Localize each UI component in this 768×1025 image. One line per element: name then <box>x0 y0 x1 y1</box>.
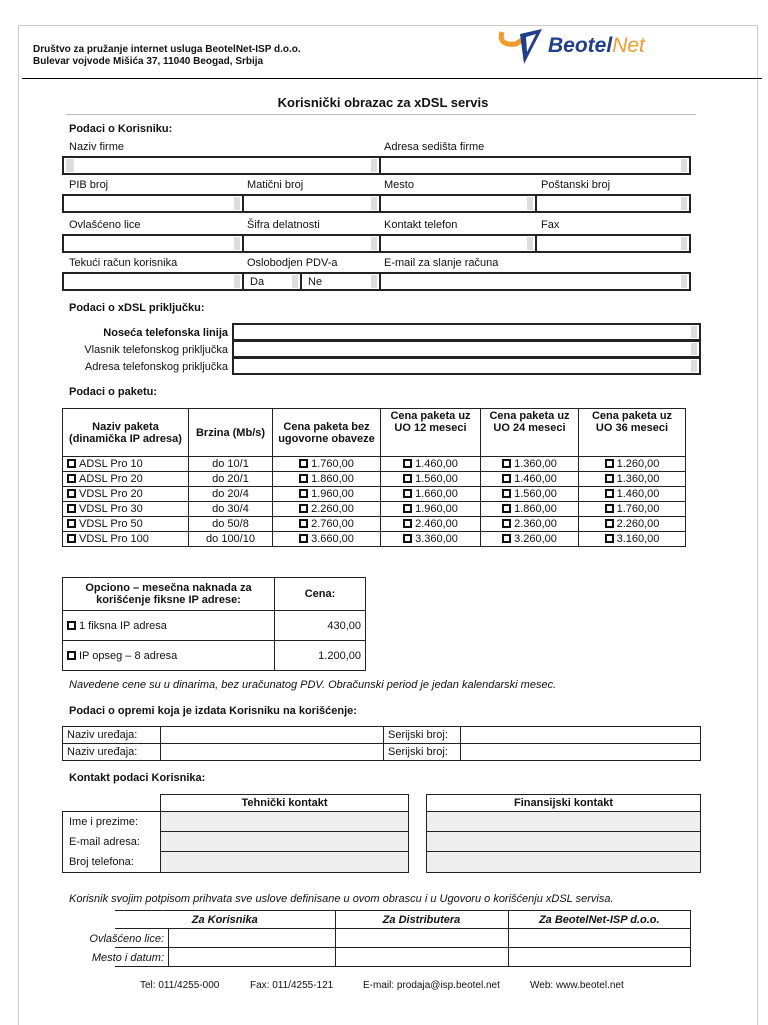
checkbox[interactable] <box>502 489 511 498</box>
naziv-uredjaja-field[interactable] <box>161 744 384 761</box>
checkbox[interactable] <box>605 474 614 483</box>
finansijski-ime-field[interactable] <box>427 812 701 832</box>
paket-cell: 2.260,00 <box>616 518 660 530</box>
checkbox[interactable] <box>605 504 614 513</box>
footer-email: E-mail: prodaja@isp.beotel.net <box>363 980 500 991</box>
pdv-ne-option[interactable]: Ne <box>300 272 381 291</box>
checkbox[interactable] <box>403 459 412 468</box>
checkbox[interactable] <box>67 504 76 513</box>
paket-row <box>63 517 686 532</box>
paket-cell: do 20/1 <box>212 473 249 485</box>
signature-note: Korisnik svojim potpisom prihvata sve uslove definisane u ovom obrascu i u Ugovoru o korišćenju xDSL servisa. <box>69 893 614 905</box>
checkbox[interactable] <box>502 474 511 483</box>
paket-cell: 1.860,00 <box>514 503 557 515</box>
paket-cell: VDSL Pro 20 <box>79 488 143 500</box>
checkbox[interactable] <box>67 534 76 543</box>
label-naziv-firme: Naziv firme <box>69 141 125 153</box>
paket-cell: 2.260,00 <box>311 503 354 515</box>
header-divider <box>22 78 762 79</box>
logo-swoosh-icon <box>498 26 548 66</box>
label-kontakt: Kontakt telefon <box>384 219 458 231</box>
naziv-firme-field[interactable] <box>62 156 381 175</box>
company-info: Društvo za pružanje internet usluga BeotelNet-ISP d.o.o. Bulevar vojvode Mišića 37, 11040 Beogad, Srbija <box>33 44 301 67</box>
footer-tel: Tel: 011/4255-000 <box>140 980 220 991</box>
korisnik-signature-field[interactable] <box>168 928 336 966</box>
opcija-table: Opciono – mesečna naknada za korišćenje fiksne IP adrese: Cena: 1 fiksna IP adresa 430,00 IP opseg – 8 adresa 1.200,00 <box>62 577 366 671</box>
tekuci-field[interactable] <box>62 272 244 291</box>
section-korisnik: Podaci o Korisniku: <box>69 123 173 135</box>
title-underline <box>66 114 696 115</box>
paket-cell: 1.560,00 <box>514 488 557 500</box>
checkbox[interactable] <box>67 621 76 630</box>
paket-cell: 2.760,00 <box>311 518 354 530</box>
price-note: Navedene cene su u dinarima, bez uračunatog PDV. Obračunski period je jedan kalendarski mesec. <box>69 679 557 691</box>
paket-cell: 1.360,00 <box>514 458 557 470</box>
paket-cell: 1.960,00 <box>311 488 354 500</box>
tehnicki-table: Tehnički kontakt <box>160 794 409 873</box>
date-field[interactable] <box>508 948 691 967</box>
label-fax: Fax <box>541 219 560 231</box>
beotelnet-logo: Beotel Net <box>498 26 645 66</box>
paket-cell: 3.260,00 <box>514 533 557 545</box>
pib-field[interactable] <box>62 194 244 213</box>
paket-cell: ADSL Pro 10 <box>79 458 143 470</box>
checkbox[interactable] <box>299 474 308 483</box>
paket-cell: do 100/10 <box>206 533 255 545</box>
section-xdsl: Podaci o xDSL priključku: <box>69 302 205 314</box>
label-ovlasceno: Ovlašćeno lice <box>69 219 141 231</box>
checkbox[interactable] <box>67 489 76 498</box>
section-kontakt: Kontakt podaci Korisnika: <box>69 772 206 784</box>
label-maticni: Matični broj <box>247 179 304 191</box>
checkbox[interactable] <box>605 459 614 468</box>
paket-cell: do 30/4 <box>212 503 249 515</box>
label-mesto: Mesto <box>384 179 414 191</box>
checkbox[interactable] <box>299 489 308 498</box>
paket-cell: 1.560,00 <box>415 473 458 485</box>
checkbox[interactable] <box>605 519 614 528</box>
serijski-field[interactable] <box>461 744 701 761</box>
checkbox[interactable] <box>502 504 511 513</box>
label-vlasnik: Vlasnik telefonskog priključka <box>84 344 228 356</box>
paket-cell: 1.860,00 <box>311 473 354 485</box>
checkbox[interactable] <box>299 519 308 528</box>
paket-cell: 1.760,00 <box>311 458 354 470</box>
paket-cell: 3.160,00 <box>616 533 660 545</box>
oprema-table: Naziv uređaja: Serijski broj: Naziv uređaja: Serijski broj: <box>62 726 701 761</box>
paket-cell: 1.360,00 <box>616 473 660 485</box>
label-pib: PIB broj <box>69 179 109 191</box>
checkbox[interactable] <box>403 534 412 543</box>
form-title: Korisnički obrazac za xDSL servis <box>277 95 489 110</box>
paket-row <box>63 457 686 472</box>
paket-cell: 1.660,00 <box>415 488 458 500</box>
paket-table: Naziv paketa (dinamička IP adresa) Brzina (Mb/s) Cena paketa bez ugovorne obaveze Cena paketa uz UO 12 meseci Cena paketa uz UO 24 meseci Cena paketa uz UO 36 meseci ADSL Pro 10 do 10/1 1.760,00 1.460,00 1.360,00 1.260,00 ADSL Pro 20 do 20/1 1.860,00 1.560,00 1.460,00 1.360,00 VDSL Pro 20 do 20/4 1.960,00 1.660,00 1.560,00 1.460,00 VDSL Pro 30 do 30/4 2.260,00 1.960,00 1.860,00 1.760,00 VDSL Pro 50 do 50/8 2.760,00 2.460,00 2.360,00 2.260,00 VDSL Pro 100 do 100/10 3.660,00 3.360,00 3.260,00 3.160,00 <box>62 408 686 547</box>
checkbox[interactable] <box>67 459 76 468</box>
checkbox[interactable] <box>299 534 308 543</box>
postanski-field[interactable] <box>535 194 691 213</box>
paket-row <box>63 487 686 502</box>
ovlasceno-field[interactable] <box>62 234 244 253</box>
serijski-field[interactable] <box>461 727 701 744</box>
adresa-field[interactable] <box>379 156 691 175</box>
label-adresa-prikljucka: Adresa telefonskog priključka <box>84 361 228 373</box>
signature-field[interactable] <box>335 929 508 948</box>
finansijski-table: Finansijski kontakt <box>426 794 701 873</box>
finansijski-telefon-field[interactable] <box>427 852 701 873</box>
checkbox[interactable] <box>403 474 412 483</box>
label-adresa: Adresa sedišta firme <box>384 141 485 153</box>
label-postanski: Poštanski broj <box>541 179 611 191</box>
paket-cell: 2.460,00 <box>415 518 458 530</box>
paket-cell: do 20/4 <box>212 488 249 500</box>
label-sifra: Šifra delatnosti <box>247 219 320 231</box>
mesto-field[interactable] <box>379 194 537 213</box>
checkbox[interactable] <box>605 489 614 498</box>
paket-cell: 2.360,00 <box>514 518 557 530</box>
opcija-row[interactable]: 1 fiksna IP adresa 430,00 <box>63 611 366 641</box>
paket-cell: 1.460,00 <box>415 458 458 470</box>
paket-cell: VDSL Pro 100 <box>79 533 149 545</box>
paket-cell: 1.460,00 <box>514 473 557 485</box>
footer-web: Web: www.beotel.net <box>530 980 624 991</box>
paket-cell: 1.760,00 <box>616 503 660 515</box>
checkbox[interactable] <box>403 489 412 498</box>
checkbox[interactable] <box>67 474 76 483</box>
linija-field[interactable] <box>232 323 701 341</box>
kontakt-labels: Ime i prezime: E-mail adresa: Broj telefona: <box>62 811 161 873</box>
paket-row <box>63 532 686 547</box>
tehnicki-telefon-field[interactable] <box>161 852 409 873</box>
adresa-prikljucka-field[interactable] <box>232 357 701 375</box>
paket-cell: do 10/1 <box>212 458 249 470</box>
checkbox[interactable] <box>67 519 76 528</box>
vlasnik-field[interactable] <box>232 340 701 358</box>
email-field[interactable] <box>379 272 691 291</box>
finansijski-email-field[interactable] <box>427 832 701 852</box>
checkbox[interactable] <box>299 504 308 513</box>
checkbox[interactable] <box>502 534 511 543</box>
paket-cell: 1.960,00 <box>415 503 458 515</box>
section-paket: Podaci o paketu: <box>69 386 158 398</box>
paket-cell: 1.460,00 <box>616 488 660 500</box>
signature-labels: Ovlašćeno lice: Mesto i datum: <box>89 933 164 964</box>
label-tekuci: Tekući račun korisnika <box>69 257 178 269</box>
paket-row <box>63 502 686 517</box>
tehnicki-email-field[interactable] <box>161 832 409 852</box>
tehnicki-ime-field[interactable] <box>161 812 409 832</box>
paket-cell: 3.660,00 <box>311 533 354 545</box>
naziv-uredjaja-field[interactable] <box>161 727 384 744</box>
label-pdv: Oslobodjen PDV-a <box>247 257 338 269</box>
section-oprema: Podaci o opremi koja je izdata Korisniku na korišćenje: <box>69 705 357 717</box>
checkbox[interactable] <box>299 459 308 468</box>
checkbox[interactable] <box>403 519 412 528</box>
paket-cell: do 50/8 <box>212 518 249 530</box>
pdv-da-option[interactable]: Da <box>242 272 302 291</box>
paket-cell: ADSL Pro 20 <box>79 473 143 485</box>
date-field[interactable] <box>335 948 508 967</box>
checkbox[interactable] <box>502 519 511 528</box>
paket-cell: VDSL Pro 50 <box>79 518 143 530</box>
sifra-field[interactable] <box>242 234 381 253</box>
fax-field[interactable] <box>535 234 691 253</box>
signature-field[interactable] <box>508 929 691 948</box>
label-linija: Noseća telefonska linija <box>103 327 228 339</box>
checkbox[interactable] <box>67 651 76 660</box>
signature-table: Za Korisnika Za Distributera Za BeotelNet-ISP d.o.o. <box>115 910 691 967</box>
paket-cell: 1.260,00 <box>616 458 660 470</box>
maticni-field[interactable] <box>242 194 381 213</box>
opcija-row[interactable]: IP opseg – 8 adresa 1.200,00 <box>63 641 366 671</box>
checkbox[interactable] <box>403 504 412 513</box>
checkbox[interactable] <box>502 459 511 468</box>
paket-row <box>63 472 686 487</box>
kontakt-field[interactable] <box>379 234 537 253</box>
paket-cell: VDSL Pro 30 <box>79 503 143 515</box>
paket-cell: 3.360,00 <box>415 533 458 545</box>
checkbox[interactable] <box>605 534 614 543</box>
footer-fax: Fax: 011/4255-121 <box>250 980 334 991</box>
xdsl-labels <box>60 325 228 376</box>
label-email: E-mail za slanje računa <box>384 257 499 269</box>
